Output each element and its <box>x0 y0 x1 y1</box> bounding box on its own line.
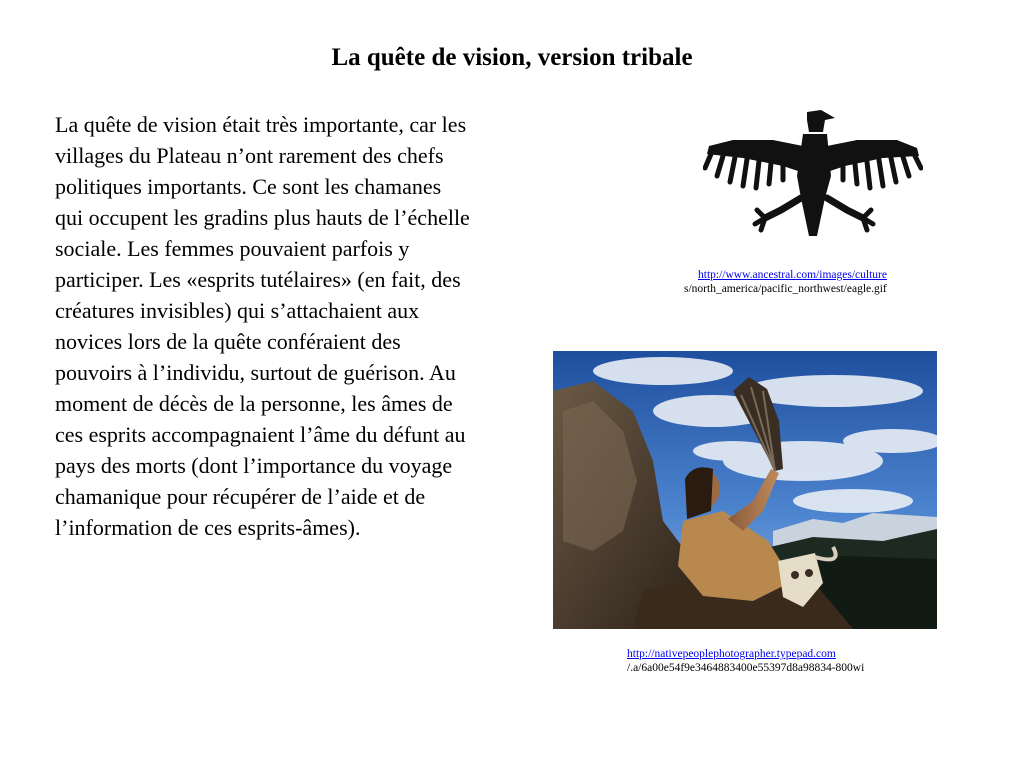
eagle-image-caption <box>684 268 887 296</box>
slide-body-text: La quête de vision était très importante, car les villages du Plateau n’ont rarement des chefs politiques importants. Ce sont les chamanes qui occupent les gradins plus hauts de l’échelle sociale. Les femmes pouvaient parfois y participer. Les «esprits tutélaires» (en fait, des créatures invisibles) qui s’attachaient aux novices lors de la quête conféraient des pouvoirs à l’individu, surtout de guérison. Au moment de décès de la personne, les âmes de ces esprits accompagnaient l’âme du défunt au pays des morts (dont l’importance du voyage chamanique pour récupérer de l’aide et de l’information de ces esprits-âmes). <box>55 112 470 540</box>
photo-source-path: /.a/6a00e54f9e3464883400e55397d8a98834-800wi <box>627 662 865 674</box>
photo-caption <box>627 647 864 675</box>
vision-quest-photo <box>553 351 937 629</box>
eagle-image-source-link[interactable]: http://www.ancestral.com/images/culture <box>698 269 887 281</box>
slide-title: La quête de vision, version tribale <box>331 44 693 71</box>
eagle-petroglyph-icon <box>703 106 923 238</box>
eagle-image-source-path: s/north_america/pacific_northwest/eagle.gif <box>684 283 887 295</box>
photo-source-link[interactable]: http://nativepeoplephotographer.typepad.com <box>627 648 836 660</box>
